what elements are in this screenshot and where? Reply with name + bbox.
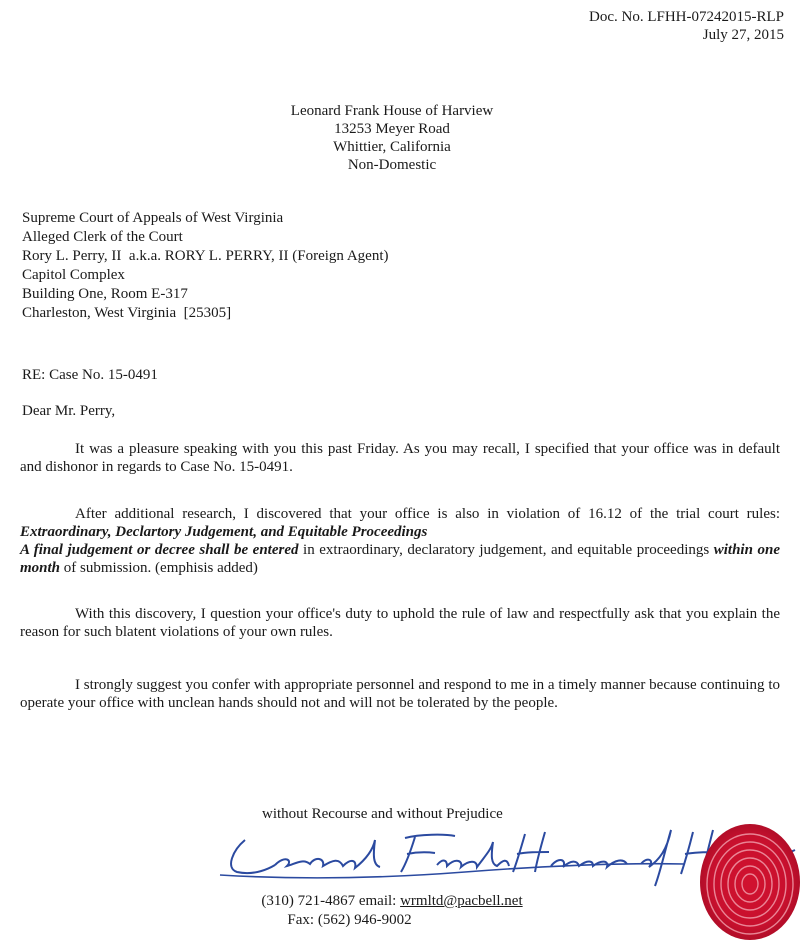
salutation: Dear Mr. Perry,	[22, 403, 116, 419]
paragraph-2-text	[20, 505, 780, 541]
p2-end: of submission. (emphisis added)	[60, 560, 258, 576]
paragraph-1	[20, 440, 780, 476]
sender-status: Non-Domestic	[347, 157, 437, 173]
p2-rule-title: Extraordinary, Declartory Judgement, and Equitable Proceedings	[20, 524, 428, 540]
phone-email-line	[0, 892, 804, 911]
paragraph-3-text: With this discovery, I question your office's duty to uphold the rule of law and respectfully ask that you explain the reason for such blatent violations of your own rules.	[20, 606, 780, 640]
recipient-line-5: Building One, Room E-317	[22, 286, 188, 302]
document-header	[589, 8, 784, 44]
paragraph-2	[20, 505, 780, 577]
recipient-line-6: Charleston, West Virginia [25305]	[22, 305, 232, 321]
sender-address	[0, 102, 804, 174]
recipient-line-3: Rory L. Perry, II a.k.a. RORY L. PERRY, II (Foreign Agent)	[22, 248, 389, 264]
recipient-line-4: Capitol Complex	[22, 267, 125, 283]
paragraph-4	[20, 676, 780, 712]
paragraph-4-text: I strongly suggest you confer with appropriate personnel and respond to me in a timely manner because continuing to operate your office with unclean hands should not and will not be tolerated by the people.	[20, 677, 780, 711]
doc-date: July 27, 2015	[702, 27, 784, 43]
p2-mid: in extraordinary, declaratory judgement, and equitable proceedings	[298, 542, 714, 558]
paragraph-2-rule	[20, 541, 780, 577]
recipient-line-2: Alleged Clerk of the Court	[22, 229, 183, 245]
doc-number: Doc. No. LFHH-07242015-RLP	[589, 9, 784, 25]
p2-intro: After additional research, I discovered that your office is also in violation of 16.12 of the trial court rules:	[75, 506, 780, 522]
fax-number: Fax: (562) 946-9002	[287, 912, 412, 928]
re-line: RE: Case No. 15-0491	[22, 367, 158, 383]
sender-city: Whittier, California	[333, 139, 451, 155]
sender-name: Leonard Frank House of Harview	[290, 103, 494, 119]
recipient-line-1: Supreme Court of Appeals of West Virginia	[22, 210, 284, 226]
paragraph-1-text: It was a pleasure speaking with you this past Friday. As you may recall, I specified that your office was in default and dishonor in regards to Case No. 15-0491.	[20, 441, 780, 475]
p2-rule-lead: A final judgement or decree shall be entered	[20, 542, 299, 558]
email-link[interactable]: wrmltd@pacbell.net	[400, 893, 523, 909]
closing-phrase: without Recourse and without Prejudice	[262, 806, 503, 822]
phone-number: (310) 721-4867 email:	[261, 893, 401, 909]
paragraph-3	[20, 605, 780, 641]
recipient-address	[22, 209, 389, 323]
sender-street: 13253 Meyer Road	[334, 121, 450, 137]
contact-info	[0, 892, 804, 930]
p2-emphasis: within one month	[20, 542, 780, 576]
